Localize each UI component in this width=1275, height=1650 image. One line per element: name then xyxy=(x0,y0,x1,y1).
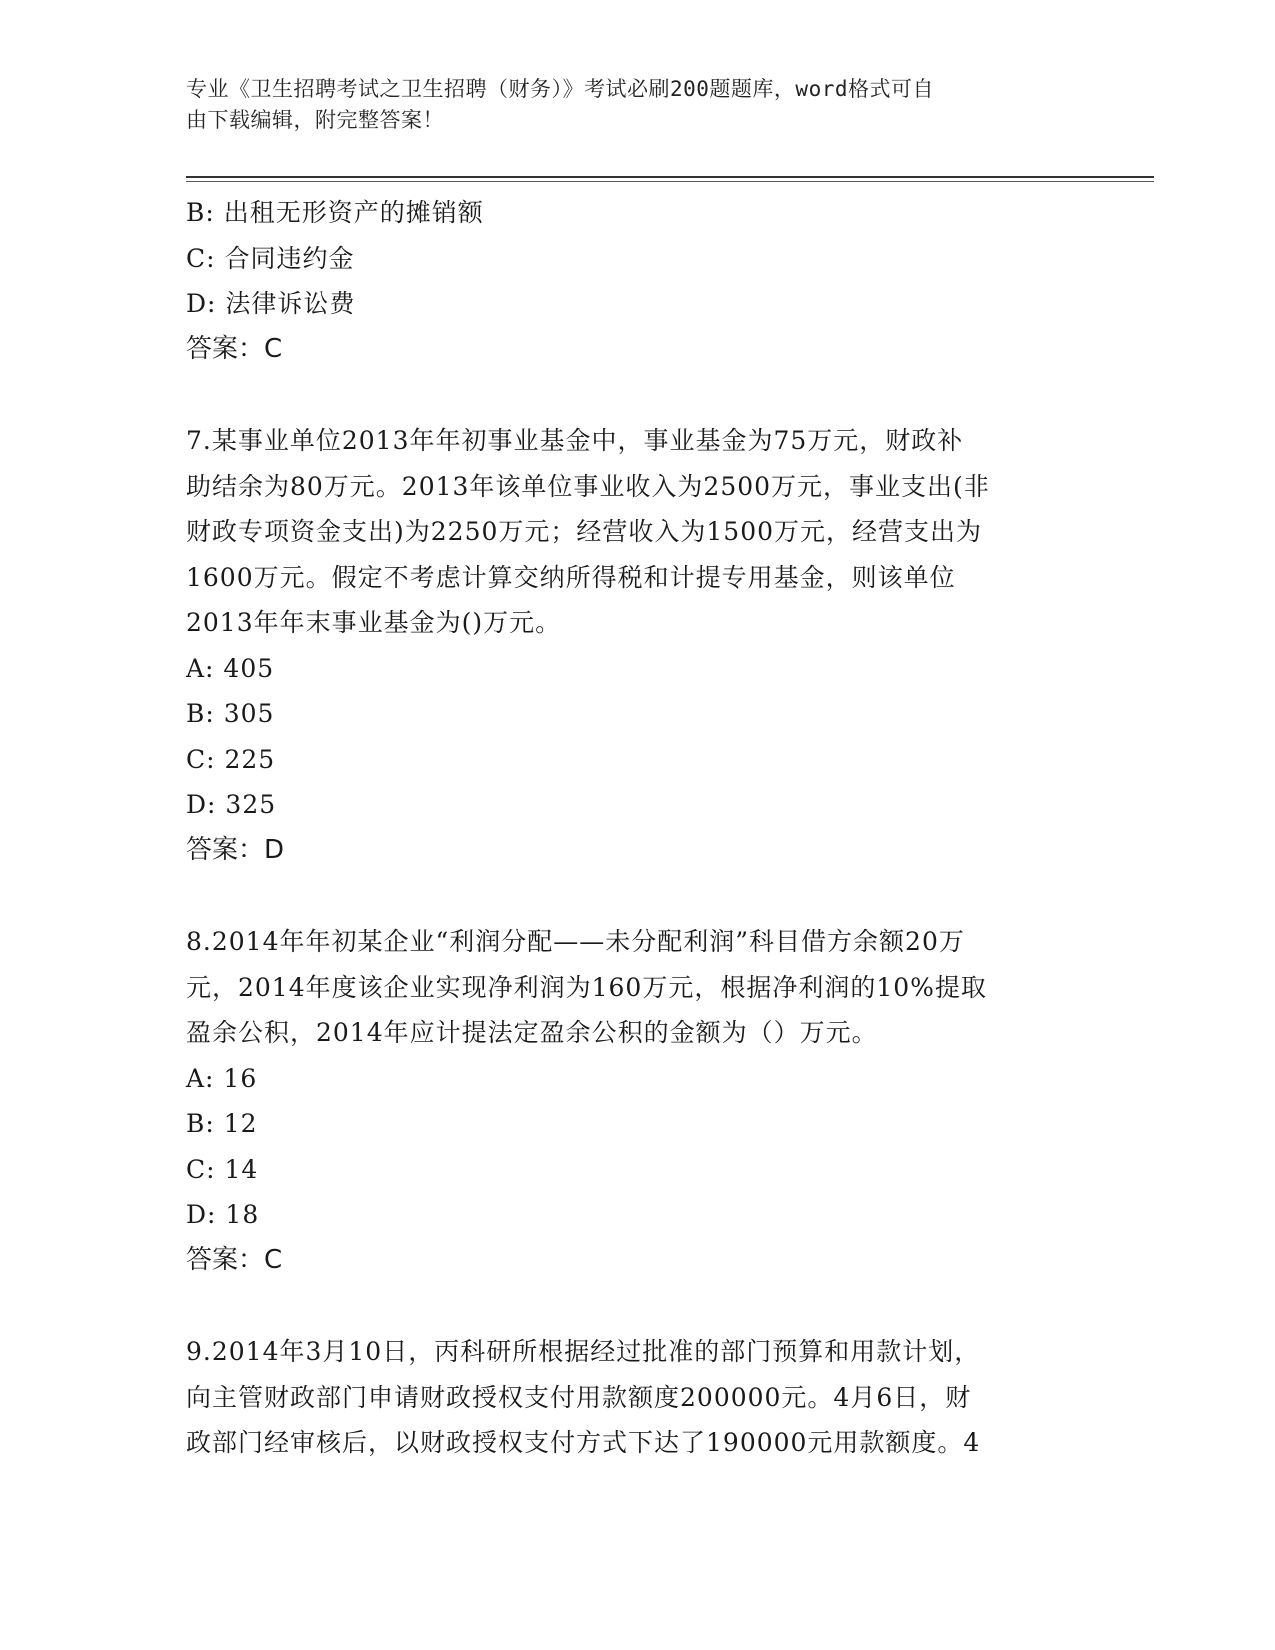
question-stem-line: 政部门经审核后，以财政授权支付方式下达了190000元用款额度。4 xyxy=(186,1428,981,1457)
question-stem-line: 9.2014年3月10日，丙科研所根据经过批准的部门预算和用款计划， xyxy=(186,1337,981,1366)
question-stem-line: 2013年年末事业基金为()万元。 xyxy=(186,608,562,637)
question-stem-line: 7.某事业单位2013年年初事业基金中，事业基金为75万元，财政补 xyxy=(186,426,964,455)
option-d: D: 325 xyxy=(186,790,277,819)
document-header xyxy=(186,74,1066,136)
option-b: B: 12 xyxy=(186,1109,258,1138)
question-7-block xyxy=(186,418,1086,873)
option-d: D: 18 xyxy=(186,1200,260,1229)
header-divider-thin xyxy=(186,181,1154,182)
option-b: B: 出租无形资产的摊销额 xyxy=(186,198,484,227)
question-stem-line: 盈余公积，2014年应计提法定盈余公积的金额为（）万元。 xyxy=(186,1018,878,1047)
spacer xyxy=(186,1283,1086,1329)
option-b: B: 305 xyxy=(186,699,275,728)
answer-line: 答案：D xyxy=(186,834,285,865)
question-stem-line: 财政专项资金支出)为2250万元；经营收入为1500万元，经营支出为 xyxy=(186,517,983,546)
question-6-block xyxy=(186,190,1086,372)
answer-line: 答案：C xyxy=(186,333,283,364)
option-a: A: 405 xyxy=(186,653,275,683)
question-stem-line: 元，2014年度该企业实现净利润为160万元，根据净利润的10%提取 xyxy=(186,972,987,1002)
question-8-block xyxy=(186,919,1086,1283)
question-content xyxy=(186,190,1086,1466)
header-divider xyxy=(186,176,1154,178)
header-line-2: 由下载编辑，附完整答案！ xyxy=(186,108,444,132)
option-c: C: 合同违约金 xyxy=(186,243,355,273)
question-stem-line: 1600万元。假定不考虑计算交纳所得税和计提专用基金，则该单位 xyxy=(186,562,956,592)
option-d: D: 法律诉讼费 xyxy=(186,289,356,318)
option-a: A: 16 xyxy=(186,1063,258,1093)
question-stem-line: 助结余为80万元。2013年该单位事业收入为2500万元，事业支出(非 xyxy=(186,471,990,501)
option-c: C: 225 xyxy=(186,744,276,774)
question-stem-line: 向主管财政部门申请财政授权支付用款额度200000元。4月6日，财 xyxy=(186,1382,972,1412)
option-c: C: 14 xyxy=(186,1154,259,1184)
header-line-1: 专业《卫生招聘考试之卫生招聘（财务）》考试必刷200题题库，word格式可自 xyxy=(186,77,934,101)
spacer xyxy=(186,873,1086,919)
answer-line: 答案：C xyxy=(186,1244,283,1275)
spacer xyxy=(186,372,1086,418)
question-stem-line: 8.2014年年初某企业“利润分配——未分配利润”科目借方余额20万 xyxy=(186,927,965,956)
question-9-block xyxy=(186,1329,1086,1466)
